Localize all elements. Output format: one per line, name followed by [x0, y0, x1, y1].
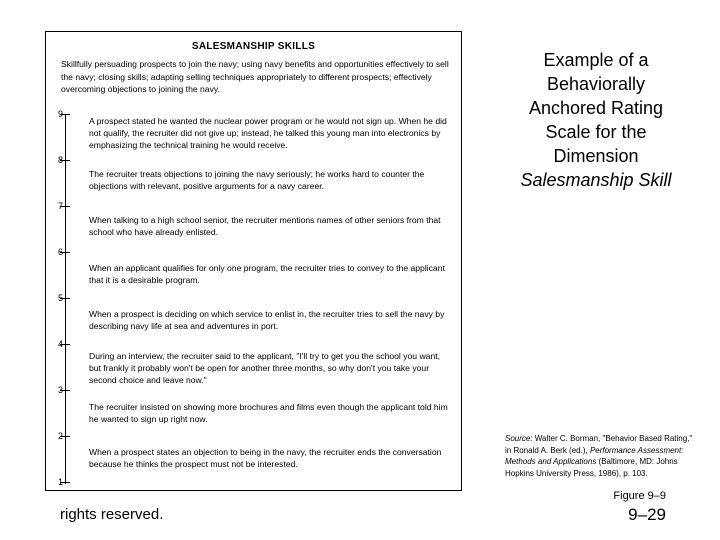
- page-number: 9–29: [628, 505, 666, 524]
- scale-label-9: 9: [58, 109, 64, 119]
- anchor-item: The recruiter insisted on showing more brochures and films even though the applicant told him he wanted to sign up right now.: [89, 402, 448, 424]
- anchor-item: When an applicant qualifies for only one program, the recruiter tries to convey to the applicant that it is a desirable program.: [89, 263, 445, 285]
- scale-label-4: 4: [58, 339, 64, 349]
- scale-axis: [65, 114, 66, 484]
- scale-label-3: 3: [58, 385, 64, 395]
- figure-label: Figure 9–9: [613, 490, 666, 502]
- slide-title-line: Anchored Rating: [528, 98, 664, 118]
- dimension-definition: Skillfully persuading prospects to join the navy; using navy benefits and opportunities effectively to sell the navy; closing skills; adapting selling techniques appropriately to different prospects; effectively overcoming objections to joining the navy.: [61, 59, 449, 94]
- slide-title-line: Example of a: [543, 50, 649, 70]
- source-text-2: (Baltimore, MD: Johns Hopkins University Press, 1986), p. 103.: [505, 457, 678, 478]
- anchor-item: During an interview, the recruiter said to the applicant, "I'll try to get you the school you want, but frankly it probably won't be open for another three months, so why don't you take your second choice and leave now.": [89, 351, 441, 385]
- slide-title-line: Behaviorally: [546, 74, 646, 94]
- anchor-item: A prospect stated he wanted the nuclear power program or he would not sign up. When he did not qualify, the recruiter did not give up; instead, he talked this young man into electronics by emphasizing the technical training he would receive.: [89, 116, 447, 150]
- anchor-item: When a prospect is deciding on which service to enlist in, the recruiter tries to sell the navy by describing navy life at sea and adventures in port.: [89, 309, 445, 331]
- anchor-item: The recruiter treats objections to joining the navy seriously; he works hard to counter the objections with relevant, positive arguments for a navy career.: [89, 169, 425, 191]
- slide-title-line: Dimension: [553, 146, 639, 166]
- panel-title: SALESMANSHIP SKILLS: [191, 41, 316, 52]
- scale-label-1: 1: [58, 477, 64, 487]
- scale-label-7: 7: [58, 201, 64, 211]
- scale-label-5: 5: [58, 293, 64, 303]
- source-label: Source:: [505, 434, 533, 443]
- anchor-item: When talking to a high school senior, the recruiter mentions names of other seniors from that school who have already enlisted.: [89, 215, 441, 237]
- bars-panel: [45, 31, 462, 491]
- slide-title-line: Scale for the: [545, 122, 647, 142]
- rights-text: rights reserved.: [60, 506, 164, 523]
- slide-title: [488, 48, 704, 192]
- scale-label-8: 8: [58, 155, 64, 165]
- source-text-1: Walter C. Borman, "Behavior Based Rating," in Ronald A. Berk (ed.),: [505, 434, 693, 455]
- scale-label-6: 6: [58, 247, 64, 257]
- scale-label-2: 2: [58, 431, 64, 441]
- source-book-title: Performance Assessment: Methods and Applications: [505, 445, 684, 466]
- slide-title-italic: Salesmanship Skill: [520, 170, 672, 190]
- anchor-item: When a prospect states an objection to being in the navy, the recruiter ends the conversation because he thinks the prospect must not be interested.: [89, 447, 442, 469]
- source-citation: [505, 433, 695, 479]
